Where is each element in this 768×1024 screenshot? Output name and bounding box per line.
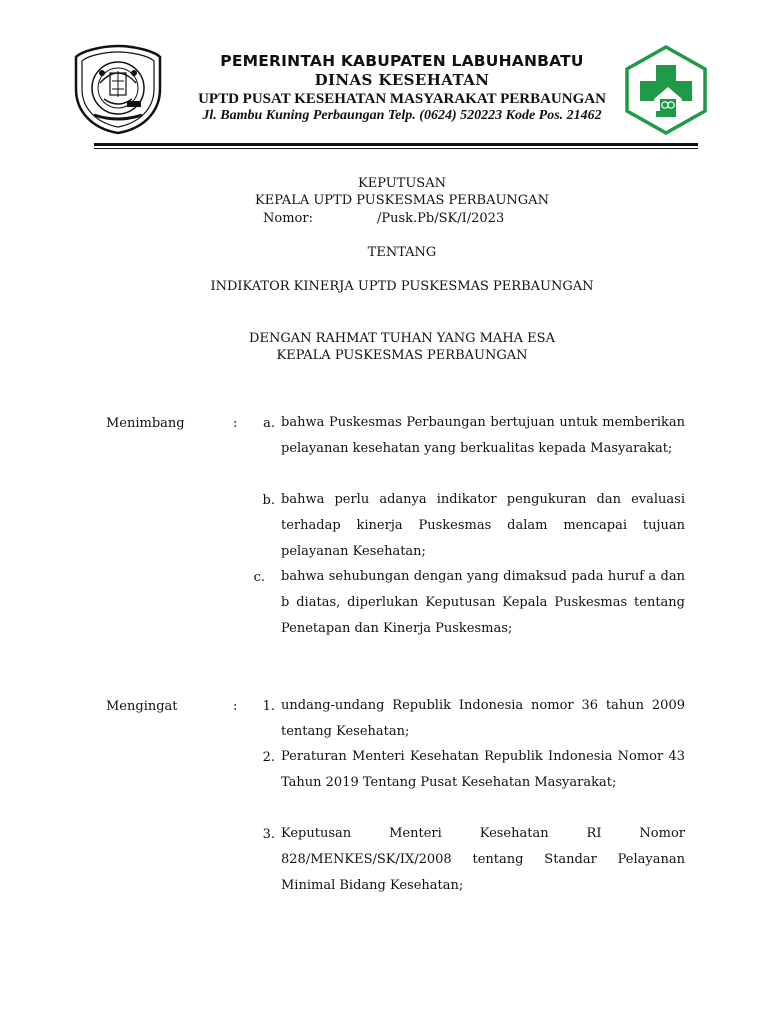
menimbang-item-text: bahwa sehubungan dengan yang dimaksud pada huruf a dan b diatas, diperlukan Keputusan Kepala Puskesmas tentang Penetapan dan Kinerja Puskesmas;	[281, 569, 685, 636]
letterhead-unit: UPTD PUSAT KESEHATAN MASYARAKAT PERBAUNGAN	[198, 91, 606, 107]
mengingat-item-text: Keputusan Menteri Kesehatan RI Nomor 828/MENKES/SK/IX/2008 tentang Standar Pelayanan Minimal Bidang Kesehatan;	[281, 826, 685, 893]
letterhead-agency: DINAS KESEHATAN	[314, 71, 490, 89]
decree-authority: KEPALA PUSKESMAS PERBAUNGAN	[276, 348, 528, 363]
regency-coat-of-arms-icon	[72, 43, 164, 135]
letterhead-government: PEMERINTAH KABUPATEN LABUHANBATU	[220, 52, 584, 70]
decree-issuer: KEPALA UPTD PUSKESMAS PERBAUNGAN	[255, 193, 549, 208]
decree-blessing: DENGAN RAHMAT TUHAN YANG MAHA ESA	[249, 331, 555, 346]
menimbang-item-text: bahwa Puskesmas Perbaungan bertujuan untuk memberikan pelayanan kesehatan yang berkualitas kepada Masyarakat;	[281, 415, 685, 456]
mengingat-colon: :	[233, 699, 238, 714]
menimbang-item-marker: c.	[253, 570, 265, 585]
menimbang-item-marker: a.	[263, 416, 275, 431]
mengingat-label: Mengingat	[106, 699, 178, 714]
menimbang-item-text: bahwa perlu adanya indikator pengukuran dan evaluasi terhadap kinerja Puskesmas dalam mencapai tujuan pelayanan Kesehatan;	[281, 492, 685, 559]
menimbang-colon: :	[233, 416, 238, 431]
mengingat-item-marker: 2.	[262, 750, 275, 765]
letterhead-divider-thin	[94, 148, 698, 149]
mengingat-item-marker: 1.	[262, 699, 275, 714]
decree-tentang: TENTANG	[367, 245, 437, 260]
decree-number-label: Nomor:	[263, 211, 313, 226]
mengingat-item-text: Peraturan Menteri Kesehatan Republik Indonesia Nomor 43 Tahun 2019 Tentang Pusat Kesehatan Masyarakat;	[281, 749, 685, 790]
menimbang-item-marker: b.	[262, 493, 275, 508]
mengingat-item-text: undang-undang Republik Indonesia nomor 36 tahun 2009 tentang Kesehatan;	[281, 698, 685, 739]
decree-number-value: /Pusk.Pb/SK/I/2023	[377, 211, 505, 226]
decree-subject: INDIKATOR KINERJA UPTD PUSKESMAS PERBAUNGAN	[210, 279, 594, 294]
mengingat-item-marker: 3.	[262, 827, 275, 842]
decree-heading: KEPUTUSAN	[358, 176, 446, 191]
letterhead-address: Jl. Bambu Kuning Perbaungan Telp. (0624) 520223 Kode Pos. 21462	[202, 108, 602, 123]
letterhead-divider-thick	[94, 143, 698, 146]
menimbang-label: Menimbang	[106, 416, 185, 431]
